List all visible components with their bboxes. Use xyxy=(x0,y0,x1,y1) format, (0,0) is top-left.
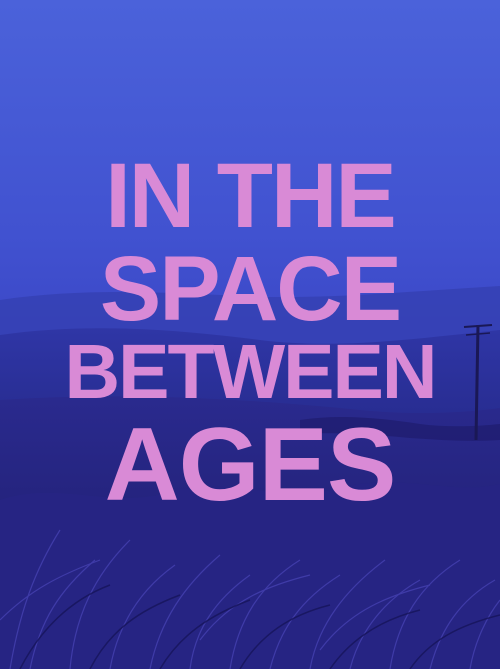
title-line-4: AGES xyxy=(104,407,396,523)
title-line-3: BETWEEN xyxy=(64,329,436,415)
title-line-1: IN THE xyxy=(105,145,395,247)
title-line-2: SPACE xyxy=(99,238,401,340)
